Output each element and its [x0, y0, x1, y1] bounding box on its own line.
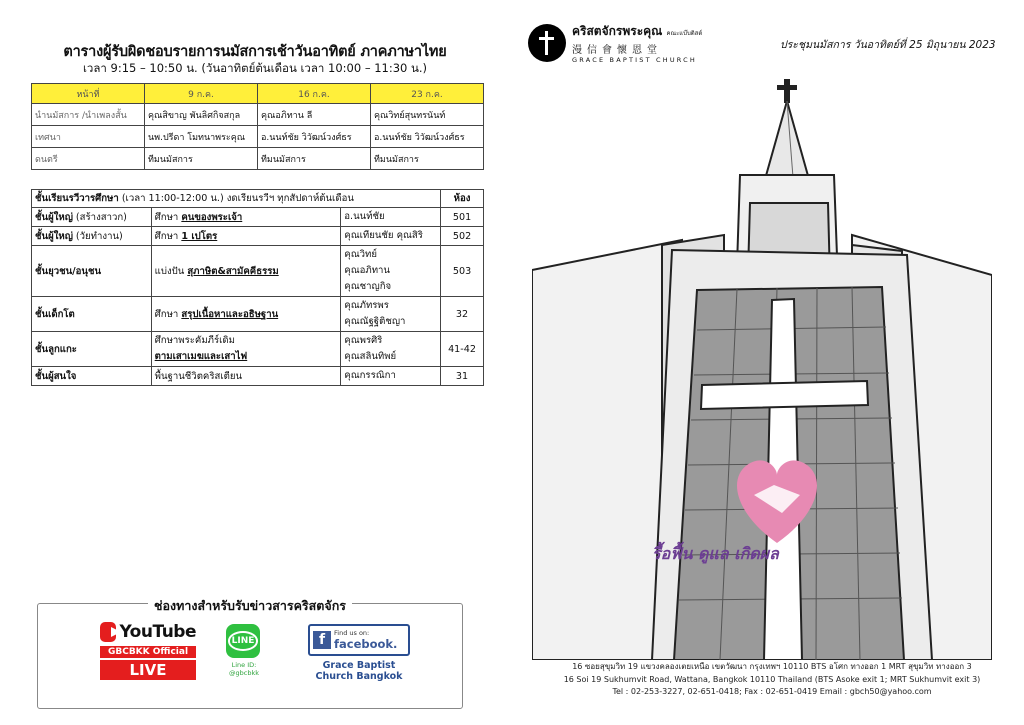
schedule-title: ตารางผู้รับผิดชอบรายการนมัสการเช้าวันอาทิตย์ ภาคภาษาไทย: [63, 44, 447, 60]
facebook-channel[interactable]: [308, 624, 410, 682]
class-teacher: อ.นนท์ชัย: [341, 208, 441, 227]
duty-person: คุณสิขาญ พันลิศกิจสกุล: [145, 104, 258, 126]
class-name: ชั้นยุวชน/อนุชน: [32, 246, 152, 297]
class-room: 41-42: [441, 332, 484, 367]
class-room: 503: [441, 246, 484, 297]
duty-row: [32, 148, 484, 170]
duty-header-date: 9 ก.ค.: [145, 84, 258, 104]
class-name: ชั้นเด็กโต: [32, 297, 152, 332]
channels-title: ช่องทางสำหรับรับข่าวสารคริสตจักร: [148, 598, 352, 613]
duty-person: ทีมนมัสการ: [258, 148, 371, 170]
facebook-caption: Church Bangkok: [315, 671, 403, 682]
line-id: @gbcbkk: [229, 669, 259, 677]
class-topic: พื้นฐานชีวิตคริสเตียน: [151, 367, 341, 386]
class-room: 31: [441, 367, 484, 386]
youtube-official-label: GBCBKK Official: [100, 646, 196, 658]
class-header: [32, 190, 441, 208]
class-name: ชั้นผู้ใหญ่ (สร้างสาวก): [32, 208, 152, 227]
facebook-f-icon: f: [313, 631, 331, 649]
duty-role: ดนตรี: [32, 148, 145, 170]
class-header-row: [32, 190, 484, 208]
class-name: ชั้นผู้ใหญ่ (วัยทำงาน): [32, 227, 152, 246]
room-header: ห้อง: [441, 190, 484, 208]
class-header-note: (เวลา 11:00-12:00 น.) งดเรียนรวีฯ ทุกสัปดาห์ต้นเดือน: [118, 193, 354, 204]
line-channel[interactable]: [226, 624, 262, 677]
class-room: 32: [441, 297, 484, 332]
facebook-find-label: Find us on:: [334, 629, 370, 637]
class-teacher: คุณกรรณิกา: [341, 367, 441, 386]
duty-person: อ.นนท์ชัย วิวัฒน์วงศ์ธร: [258, 126, 371, 148]
class-row: [32, 297, 484, 332]
line-app-icon: LINE: [226, 624, 260, 658]
channels-box: [37, 598, 463, 709]
class-teacher: คุณวิทย์ คุณอภิทาน คุณชาญกิจ: [341, 246, 441, 297]
youtube-channel[interactable]: [100, 622, 196, 680]
duty-person: นพ.ปรีดา โมทนาพระคุณ: [145, 126, 258, 148]
class-teacher: คุณเทียนชัย คุณสิริ: [341, 227, 441, 246]
schedule-subtitle: เวลา 9:15 – 10:50 น. (วันอาทิตย์ต้นเดือน เวลา 10:00 – 11:30 น.): [82, 61, 428, 75]
class-row: [32, 208, 484, 227]
class-table: [31, 189, 484, 386]
duty-header-row: [32, 84, 484, 104]
address-thai: 16 ซอยสุขุมวิท 19 แขวงคลองเตยเหนือ เขตวัฒนา กรุงเทพฯ 10110 BTS อโศก ทางออก 1 MRT สุขุมวิท ทางออก 3: [572, 662, 972, 671]
church-brand: [528, 22, 702, 64]
duty-row: [32, 104, 484, 126]
facebook-caption: Grace Baptist: [322, 660, 396, 671]
class-row: [32, 332, 484, 367]
brand-thai: คริสตจักรพระคุณ: [572, 24, 663, 38]
right-page: [512, 0, 1024, 725]
class-row: [32, 367, 484, 386]
class-name: ชั้นลูกแกะ: [32, 332, 152, 367]
class-header-bold: ชั้นเรียนรวีวารศึกษา: [35, 193, 119, 204]
duty-person: อ.นนท์ชัย วิวัฒน์วงศ์ธร: [371, 126, 484, 148]
duty-header-date: 23 ก.ค.: [371, 84, 484, 104]
class-teacher: คุณพรศิริ คุณสลินทิพย์: [341, 332, 441, 367]
brand-chinese: 漫信會懷恩堂: [572, 45, 662, 56]
facebook-wordmark: facebook.: [334, 637, 398, 651]
class-room: 501: [441, 208, 484, 227]
duty-role: นำนมัสการ /นำเพลงสั้น: [32, 104, 145, 126]
contact-line: Tel : 02-253-3227, 02-651-0418; Fax : 02-651-0419 Email : gbch50@yahoo.com: [612, 687, 932, 696]
duty-person: คุณวิทย์สุนทรนันท์: [371, 104, 484, 126]
church-cross-logo-icon: [528, 24, 566, 62]
duty-table: [31, 83, 484, 170]
meeting-date: ประชุมนมัสการ วันอาทิตย์ที่ 25 มิถุนายน 2023: [780, 39, 996, 51]
class-row: [32, 227, 484, 246]
class-name: ชั้นผู้สนใจ: [32, 367, 152, 386]
youtube-live-label: LIVE: [100, 660, 196, 680]
line-id-label: Line ID:: [231, 661, 257, 669]
church-building-illustration: [532, 75, 992, 660]
brand-thai-small: คณะแบ๊บติสต์: [666, 30, 703, 37]
class-row: [32, 246, 484, 297]
class-topic: แบ่งปัน สุภาษิต&สามัคคีธรรม: [151, 246, 341, 297]
duty-person: ทีมนมัสการ: [371, 148, 484, 170]
duty-header-date: 16 ก.ค.: [258, 84, 371, 104]
duty-person: ทีมนมัสการ: [145, 148, 258, 170]
youtube-wordmark: YouTube: [119, 622, 196, 642]
duty-header-role: หน้าที่: [32, 84, 145, 104]
class-topic: ศึกษา คนของพระเจ้า: [151, 208, 341, 227]
duty-row: [32, 126, 484, 148]
church-address: [542, 661, 1002, 699]
class-room: 502: [441, 227, 484, 246]
brand-english: GRACE BAPTIST CHURCH: [572, 56, 698, 64]
youtube-play-icon: [100, 622, 116, 642]
class-topic: ศึกษาพระคัมภีร์เดิม ตามเสาเมฆและเสาไฟ: [151, 332, 341, 367]
duty-person: คุณอภิทาน ลี: [258, 104, 371, 126]
duty-role: เทศนา: [32, 126, 145, 148]
class-topic: ศึกษา 1 เปโตร: [151, 227, 341, 246]
class-teacher: คุณภัทรพร คุณณัฐฐิติชญา: [341, 297, 441, 332]
address-english: 16 Soi 19 Sukhumvit Road, Wattana, Bangkok 10110 Thailand (BTS Asoke exit 1; MRT Sukhumvit exit 3): [563, 674, 981, 684]
class-topic: ศึกษา สรุปเนื้อหาและอธิษฐาน: [151, 297, 341, 332]
church-motto: รื้อฟื้น ดูแล เกิดผล: [652, 544, 779, 563]
